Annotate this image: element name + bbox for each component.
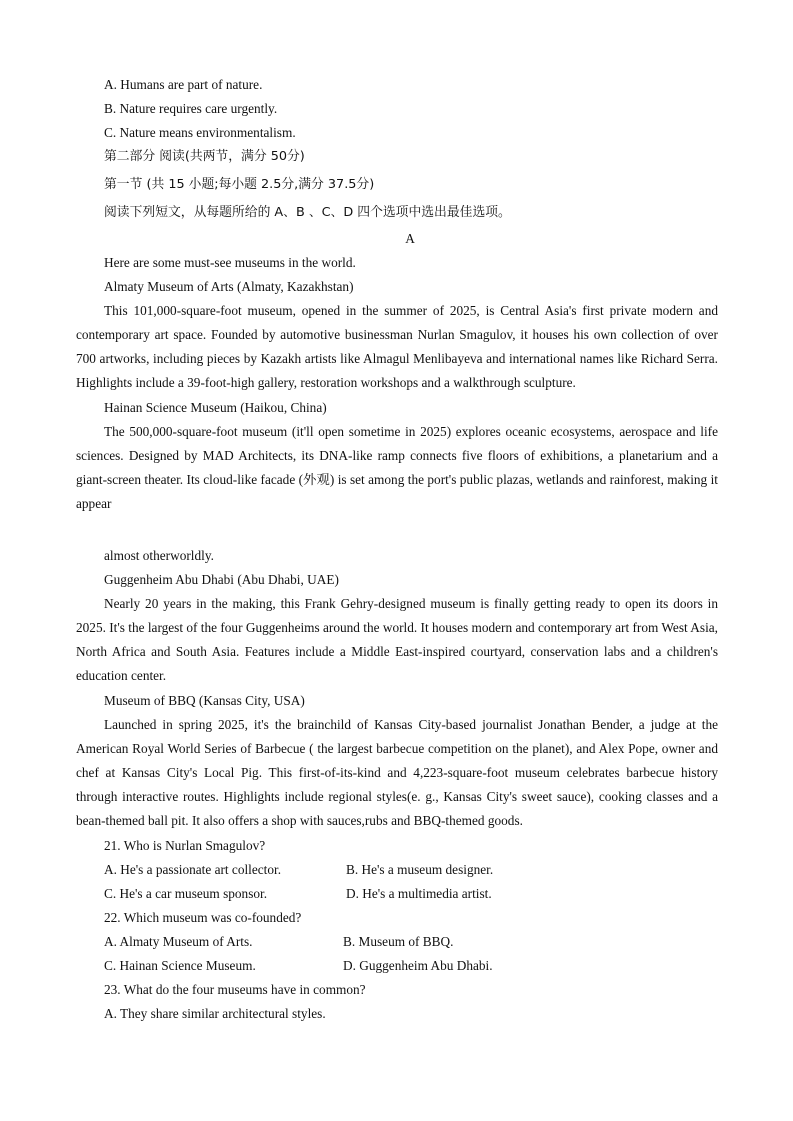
q21-option-d: D. He's a multimedia artist.: [346, 886, 492, 901]
passage-label: A: [405, 231, 415, 246]
q21-option-c: C. He's a car museum sponsor.: [104, 886, 268, 901]
q22-option-a: A. Almaty Museum of Arts.: [104, 934, 253, 949]
museum-3-text: Nearly 20 years in the making, this Frank Gehry-designed museum is finally getting ready to open its doors in 2025. It's the largest of the four Guggenheims around the world. It houses modern and contemporary art from West Asia, North Africa and South Asia. Features include a Middle East-inspired courtyard, conservation labs and a children's education center.: [76, 596, 718, 684]
museum-2-text-continued: almost otherworldly.: [104, 548, 214, 563]
q22-option-c: C. Hainan Science Museum.: [104, 958, 256, 973]
museum-1-name: Almaty Museum of Arts (Almaty, Kazakhstan): [104, 279, 354, 294]
q23-option-a: A. They share similar architectural styles.: [104, 1006, 326, 1021]
q20-option-b: B. Nature requires care urgently.: [104, 101, 278, 116]
museum-2-text: The 500,000-square-foot museum (it'll open sometime in 2025) explores oceanic ecosystems, aerospace and life sciences. Designed by MAD Architects, its DNA-like ramp connects five floors of exhibitions, a planetarium and a giant-screen theater. Its cloud-like facade (外观) is set among the port's public plazas, wetlands and rainforest, making it appear: [76, 424, 718, 512]
subsection-title: 第一节 (共 15 小题;每小题 2.5分,满分 37.5分): [104, 177, 375, 192]
museum-4-name: Museum of BBQ (Kansas City, USA): [104, 693, 305, 708]
q21-option-a: A. He's a passionate art collector.: [104, 862, 282, 877]
question-23-stem: 23. What do the four museums have in common?: [104, 982, 366, 997]
q20-option-a: A. Humans are part of nature.: [104, 77, 263, 92]
q22-option-d: D. Guggenheim Abu Dhabi.: [343, 958, 493, 973]
q22-option-b: B. Museum of BBQ.: [343, 934, 454, 949]
question-22-stem: 22. Which museum was co-founded?: [104, 910, 302, 925]
museum-3-name: Guggenheim Abu Dhabi (Abu Dhabi, UAE): [104, 572, 339, 587]
q21-option-b: B. He's a museum designer.: [346, 862, 494, 877]
instruction: 阅读下列短文，从每题所给的 A、B 、C、D 四个选项中选出最佳选项。: [104, 205, 511, 220]
question-21-stem: 21. Who is Nurlan Smagulov?: [104, 838, 266, 853]
q20-option-c: C. Nature means environmentalism.: [104, 125, 296, 140]
museum-2-name: Hainan Science Museum (Haikou, China): [104, 400, 327, 415]
section-title: 第二部分 阅读(共两节，满分 50分): [104, 149, 305, 164]
passage-intro: Here are some must-see museums in the world.: [104, 255, 356, 270]
museum-1-text: This 101,000-square-foot museum, opened in the summer of 2025, is Central Asia's first private modern and contemporary art space. Founded by automotive businessman Nurlan Smagulov, it houses his own collection of over 700 artworks, including pieces by Kazakh artists like Almagul Menlibayeva and international names like Richard Serra. Highlights include a 39-foot-high gallery, restoration workshops and a walkthrough sculpture.: [76, 303, 718, 391]
museum-4-text: Launched in spring 2025, it's the brainchild of Kansas City-based journalist Jonathan Bender, a judge at the American Royal World Series of Barbecue ( the largest barbecue competition on the planet), and Alex Pope, owner and chef at Kansas City's Local Pig. This first-of-its-kind and 4,223-square-foot museum celebrates barbecue history through interactive routes. Highlights include regional styles(e. g., Kansas City's sweet sauce), cooking classes and a bean-themed ball pit. It also offers a shop with sauces,rubs and BBQ-themed goods.: [76, 717, 718, 829]
